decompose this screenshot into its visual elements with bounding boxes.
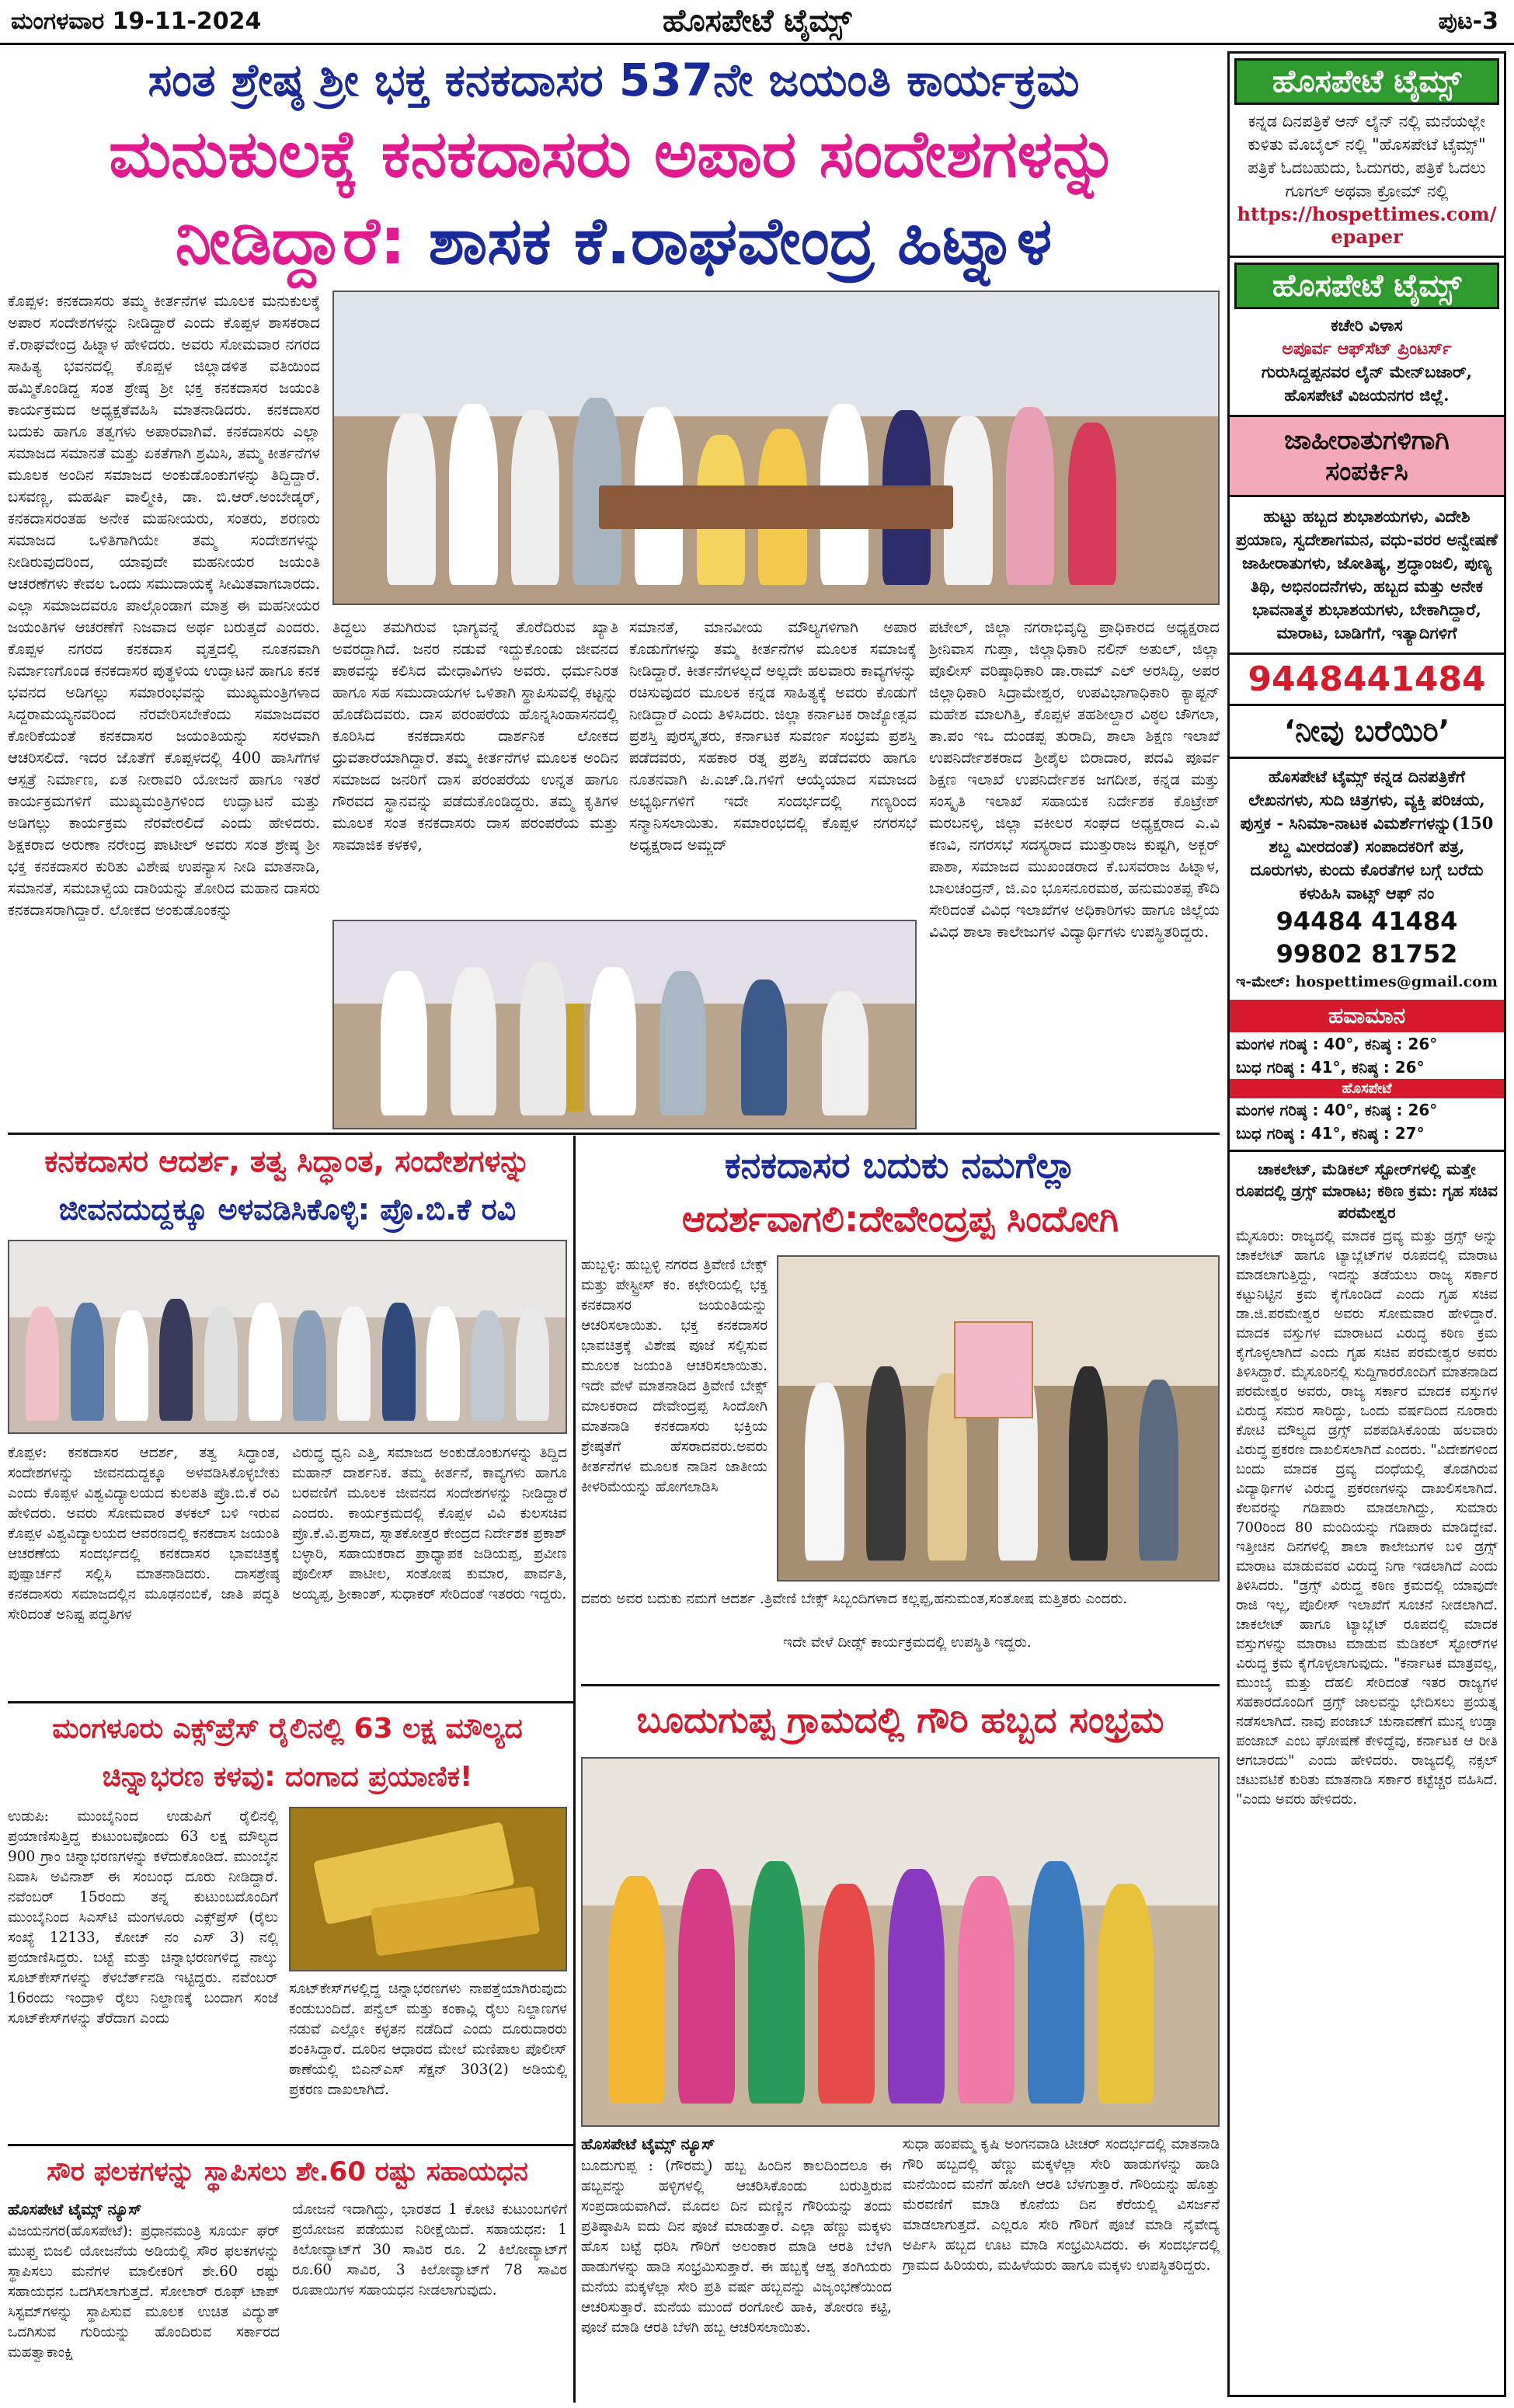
- ads-title-line2: ಸಂಪರ್ಕಿಸಿ: [1325, 456, 1408, 487]
- weather-min: ಕನಿಷ್ಠ : 27°: [1352, 1124, 1425, 1143]
- devendrappa-tail-1: ದವರು ಅವರ ಬದುಕು ನಮಗೆ ಆದರ್ಶ .ತ್ರಿವೇಣಿ ಬೇಕ್ಸ್ ಸಿಬ್ಬಂದಿಗಳಾದ ಕಲ್ಲಪ್ಪ,ಹನುಮಂತ,ಸಂತೋಷ ಮತ್ತಿತರು ಎಂದರು.: [581, 1591, 1128, 1607]
- gold-column-1: ಉಡುಪಿ: ಮುಂಬೈನಿಂದ ಉಡುಪಿಗೆ ರೈಲಿನಲ್ಲಿ ಪ್ರಯಾಣಿಸುತ್ತಿದ್ದ ಕುಟುಂಬವೊಂದು 63 ಲಕ್ಷ ಮೌಲ್ಯದ 900 ಗ್ರಾಂ ಚಿನ್ನಾಭರಣಗಳನ್ನು ಕಳೆದುಕೊಂಡಿದೆ. ಮುಂಬೈನ ನಿವಾಸಿ ಅವಿನಾಶ್ ಈ ಸಂಬಂಧ ದೂರು ನೀಡಿದ್ದಾರೆ. ನವೆಂಬರ್ 15ರಂದು ತನ್ನ ಕುಟುಂಬದೊಂದಿಗೆ ಮುಂಬೈನಿಂದ ಸಿಎಸ್‌ಟಿ ಮಂಗಳೂರು ಎಕ್ಸ್‌ಪ್ರೆಸ್ (ರೈಲು ಸಂಖ್ಯೆ 12133, ಕೋಚ್ ನಂ ಎಸ್ 3) ನಲ್ಲಿ ಪ್ರಯಾಣಿಸಿದ್ದರು. ಬಟ್ಟೆ ಮತ್ತು ಚಿನ್ನಾಭರಣಗಳಿದ್ದ ನಾಲ್ಕು ಸೂಟ್‌ಕೇಸ್‌ಗಳನ್ನು ಕೆಳಬೆರ್ತ್‌ನಡಿ ಇಟ್ಟಿದ್ದರು. ನವೆಂಬರ್ 16ರಂದು ಇಂದ್ರಾಳಿ ರೈಲು ನಿಲ್ದಾಣಕ್ಕೆ ಬಂದಾಗ ಸಂಜೆ ಸೂಟ್‌ಕೇಸ್‌ಗಳನ್ನು ತೆರೆದಾಗ ಎಂದು: [8, 1808, 278, 2027]
- lead-column-2: ತಿದ್ದಲು ತಮಗಿರುವ ಭಾಗ್ಯವನ್ನೆ ತೊರೆದಿರುವ ಖ್ಯಾತಿ ಅವರದ್ದಾಗಿದೆ. ಜನರ ನಡುವೆ ಇದ್ದುಕೊಂಡು ಜೀವನದ ಪಾಠವನ್ನು ಕಲಿಸಿದ ಮೇಧಾವಿಗಳು ಅವರು. ಧರ್ಮನಿರತ ಹಾಗೂ ಸಹ ಸಮುದಾಯಗಳ ಒಳಿತಾಗಿ ಸ್ಥಾಪಿಸುವಲ್ಲಿ ಕಟ್ಟನ್ನು ಹೊಡೆದಿದವರು. ದಾಸ ಪರಂಪರೆಯ ಹೊನ್ನಸಿಂಹಾಸನದಲ್ಲಿ ಕೂರಿಸಿದ ಕನಕದಾಸರು ದಾರ್ಶನಿಕ ಲೋಕದ ಧ್ರುವತಾರೆಯಾಗಿದ್ದಾರೆ. ತಮ್ಮ ಕೀರ್ತನೆಗಳ ಮೂಲಕ ಅಂದಿನ ಸಮಾಜದ ಜನರಿಗೆ ದಾಸ ಪರಂಪರೆಯ ಉನ್ನತ ಹಾಗೂ ಗೌರವದ ಸ್ಥಾನವನ್ನು ಪಡೆದುಕೊಂಡಿದ್ದರು. ತಮ್ಮ ಕೃತಿಗಳ ಮೂಲಕ ಸಂತ ಕನಕದಾಸರು ದಾಸ ಪರಂಪರೆಯ ಮತ್ತು ಸಾಮಾಜಿಕ ಕಳಕಳಿ,: [332, 618, 618, 854]
- weather-max: ಗರಿಷ್ಠ : 41°,: [1266, 1124, 1352, 1143]
- solar-headline: ಸೌರ ಫಲಕಗಳನ್ನು ಸ್ಥಾಪಿಸಲು ಶೇ.60 ರಷ್ಟು ಸಹಾಯಧನ: [47, 2156, 528, 2187]
- weather-subtitle: ಹೊಸಪೇಟೆ: [1230, 1079, 1504, 1098]
- weather-row: [1230, 1098, 1504, 1122]
- ad1-text: ಕನ್ನಡ ದಿನಪತ್ರಿಕೆ ಆನ್ ಲೈನ್ ನಲ್ಲಿ ಮನೆಯಲ್ಲೇ ಕುಳಿತು ಮೊಬೈಲ್ ನಲ್ಲಿ "ಹೊಸಪೇಟೆ ಟೈಮ್ಸ್" ಪತ್ರಿಕೆ ಓದಬಹುದು, ಓದುಗರು, ಪತ್ರಿಕೆ ಓದಲು ಗೂಗಲ್ ಅಥವಾ ಕ್ರೋಮ್ ನಲ್ಲಿ: [1248, 112, 1486, 200]
- weather-day: ಬುಧ: [1236, 1124, 1267, 1143]
- ravi-column-1: ಕೊಪ್ಪಳ: ಕನಕದಾಸರ ಆದರ್ಶ, ತತ್ವ ಸಿದ್ಧಾಂತ, ಸಂದೇಶಗಳನ್ನು ಜೀವನದುದ್ದಕ್ಕೂ ಅಳವಡಿಸಿಕೊಳ್ಳಬೇಕು ಎಂದು ಕೊಪ್ಪಳ ವಿಶ್ವವಿದ್ಯಾಲಯದ ಕುಲಪತಿ ಪ್ರೊ.ಬಿ.ಕೆ ರವಿ ಹೇಳಿದರು. ಅವರು ಸೋಮವಾರ ತಳಕಲ್ ಬಳಿ ಇರುವ ಕೊಪ್ಪಳ ವಿಶ್ವವಿದ್ಯಾಲಯದ ಆವರಣದಲ್ಲಿ ಕನಕದಾಸ ಜಯಂತಿ ಆಚರಣೆಯ ಸಂದರ್ಭದಲ್ಲಿ ಕನಕದಾಸರ ಭಾವಚಿತ್ರಕ್ಕೆ ಪುಷ್ಪಾರ್ಚನೆ ಸಲ್ಲಿಸಿ ಮಾತನಾಡಿದರು. ದಾಸಶ್ರೇಷ್ಠ ಕನಕದಾಸರು ಸಮಾಜದಲ್ಲಿನ ಮೂಢನಂಬಿಕೆ, ಜಾತಿ ಪದ್ಧತಿ ಸೇರಿದಂತೆ ಅನಿಷ್ಟ ಪದ್ಧತಿಗಳ: [8, 1445, 280, 1623]
- rule-above-solar: [8, 2144, 573, 2146]
- weather-max: ಗರಿಷ್ಠ : 41°,: [1266, 1058, 1352, 1077]
- devendrappa-headline-line1: ಕನಕದಾಸರ ಬದುಕು ನಮಗೆಲ್ಲಾ: [724, 1144, 1077, 1186]
- gowri-column-1: ಬೂದುಗುಪ್ಪ : (ಗೌರಮ್ಮ) ಹಬ್ಬ ಹಿಂದಿನ ಕಾಲದಿಂದಲೂ ಈ ಹಬ್ಬವನ್ನು ಹಳ್ಳಿಗಳಲ್ಲಿ ಆಚರಿಸಿಕೊಂಡು ಬರುತ್ತಿರುವ ಸಂಪ್ರದಾಯವಾಗಿದೆ. ಮೊದಲ ದಿನ ಮಣ್ಣಿನ ಗೌರಿಯನ್ನು ತಂದು ಪ್ರತಿಷ್ಠಾಪಿಸಿ ಐದು ದಿನ ಪೂಜೆ ಮಾಡುತ್ತಾರೆ. ಎಲ್ಲಾ ಹೆಣ್ಣು ಮಕ್ಕಳು ಹೊಸ ಬಟ್ಟೆ ಧರಿಸಿ ಗೌರಿಗೆ ಅಲಂಕಾರ ಮಾಡಿ ಆರತಿ ಬೆಳಗಿ ಹಾಡುಗಳನ್ನು ಹಾಡಿ ಸಂಭ್ರಮಿಸುತ್ತಾರೆ. ಈ ಹಬ್ಬಕ್ಕೆ ಆಶ್ವ ತಂಗಿಯರು ಮನೆಯ ಮಕ್ಕಳೆಲ್ಲಾ ಸೇರಿ ಪ್ರತಿ ವರ್ಷ ಹಬ್ಬವನ್ನು ವಿಜೃಂಭಣೆಯಿಂದ ಆಚರಿಸುತ್ತಾರೆ. ಮನೆಯ ಮುಂದೆ ರಂಗೋಲಿ ಹಾಕಿ, ತೋರಣ ಕಟ್ಟಿ, ಪೂಜೆ ಮಾಡಿ ಆರತಿ ಬೆಳಗಿ ಹಬ್ಬ ಆಚರಿಸಲಾಯಿತು.: [581, 2158, 892, 2336]
- ravi-headline-line1: ಕನಕದಾಸರ ಆದರ್ಶ, ತತ್ವ ಸಿದ್ಧಾಂತ, ಸಂದೇಶಗಳನ್ನು: [44, 1144, 531, 1178]
- ad2-title: ಹೊಸಪೇಟೆ ಟೈಮ್ಸ್: [1234, 263, 1499, 309]
- lead-column-3: ಸಮಾನತೆ, ಮಾನವೀಯ ಮೌಲ್ಯಗಳಿಗಾಗಿ ಅಪಾರ ಕೊಡುಗೆಗಳನ್ನು ತಮ್ಮ ಕೀರ್ತನೆಗಳ ಮೂಲಕ ಸಮಾಜಕ್ಕೆ ನೀಡಿದ್ದಾರೆ. ಕೀರ್ತನೆಗಳಲ್ಲದೆ ಅಲ್ಲದೇ ಹಲವಾರು ಕಾವ್ಯಗಳನ್ನು ರಚಿಸುವುದರ ಮೂಲಕ ಕನ್ನಡ ಸಾಹಿತ್ಯಕ್ಕೆ ಅವರು ಕೊಡುಗೆ ನೀಡಿದ್ದಾರೆ ಎಂದು ತಿಳಿಸಿದರು. ಜಿಲ್ಲಾ ಕರ್ನಾಟಕ ರಾಜ್ಯೋತ್ಸವ ಪ್ರಶಸ್ತಿ ಪುರಸ್ಕೃತರು, ಕರ್ನಾಟಕ ಸುವರ್ಣ ಸಂಭ್ರಮ ಪ್ರಶಸ್ತಿ ಪಡೆದವರು, ಸಹಕಾರ ರತ್ನ ಪ್ರಶಸ್ತಿ ಪಡೆದವರು ಹಾಗೂ ನೂತನವಾಗಿ ಪಿ.ಎಚ್.ಡಿ.ಗಳಿಗೆ ಆಯ್ಕೆಯಾದ ಸಮಾಜದ ಅಭ್ಯರ್ಥಿಗಳಿಗೆ ಇದೇ ಸಂದರ್ಭದಲ್ಲಿ ಗಣ್ಯರಿಂದ ಸನ್ಮಾನಿಸಲಾಯಿತು. ಸಮಾರಂಭದಲ್ಲಿ ಕೊಪ್ಪಳ ನಗರಸಭೆ ಅಧ್ಯಕ್ಷರಾದ ಅಮ್ಜದ್: [629, 618, 917, 854]
- ad1-link-epaper[interactable]: epaper: [1331, 225, 1403, 248]
- weather-max: ಗರಿಷ್ಠ : 40°,: [1279, 1101, 1365, 1119]
- phone-1[interactable]: 94484 41484: [1276, 906, 1458, 936]
- lead-headline-line1: ಮನುಕುಲಕ್ಕೆ ಕನಕದಾಸರು ಅಪಾರ ಸಂದೇಶಗಳನ್ನು: [109, 116, 1119, 192]
- vrule-gowri: [573, 1684, 576, 2403]
- gold-headline-line2: ಚಿನ್ನಾಭರಣ ಕಳವು: ದಂಗಾದ ಪ್ರಯಾಣಿಕ!: [102, 1761, 473, 1793]
- ravi-story: [8, 1139, 567, 1698]
- gold-column-2: ಸೂಟ್‌ಕೇಸ್‌ಗಳಲ್ಲಿದ್ದ ಚಿನ್ನಾಭರಣಗಳು ನಾಪತ್ತೆಯಾಗಿರುವುದು ಕಂಡುಬಂದಿದೆ. ಪನ್ವೆಲ್ ಮತ್ತು ಕಂಕಾವ್ಲಿ ರೈಲು ನಿಲ್ದಾಣಗಳ ನಡುವೆ ಎಲ್ಲೋ ಕಳ್ಳತನ ನಡೆದಿದೆ ಎಂದು ದೂರುದಾರರು ಶಂಕಿಸಿದ್ದಾರೆ. ದೂರಿನ ಆಧಾರದ ಮೇಲೆ ಮಣಿಪಾಲ ಪೊಲೀಸ್ ಠಾಣೆಯಲ್ಲಿ ಬಿಎನ್‌ಎಸ್ ಸೆಕ್ಷನ್ 303(2) ಅಡಿಯಲ್ಲಿ ಪ್ರಕರಣ ದಾಖಲಾಗಿದೆ.: [289, 1981, 567, 2098]
- rule-below-lead: [8, 1133, 1220, 1135]
- weather-min: ಕನಿಷ್ಠ : 26°: [1352, 1058, 1425, 1077]
- devendrappa-headline-line2: ಆದರ್ಶವಾಗಲಿ:ದೇವೇಂದ್ರಪ್ಪ ಸಿಂದೋಗಿ: [681, 1198, 1119, 1240]
- weather-row: [1230, 1122, 1504, 1145]
- ad2-line3: ಗುರುಸಿದ್ದಪ್ಪನವರ ಲೈನ್ ಮೇನ್‌ಬಜಾರ್, ಹೊಸಪೇಟೆ ವಿಜಯನಗರ ಜಿಲ್ಲೆ.: [1261, 362, 1473, 405]
- lead-story: [8, 50, 1220, 1129]
- ad2-line1: ಕಚೇರಿ ವಿಳಾಸ: [1331, 315, 1403, 335]
- weather-min: ಕನಿಷ್ಠ : 26°: [1364, 1101, 1438, 1119]
- lead-headline-line2: [8, 197, 1220, 284]
- devendrappa-column-1: ಹುಬ್ಬಳ್ಳಿ: ಹುಬ್ಬಳ್ಳಿ ನಗರದ ತ್ರಿವೇಣಿ ಬೇಕ್ಸ್ ಮತ್ತು ಪೇಸ್ಟ್ರೀಸ್ ಕಂ. ಕಛೇರಿಯಲ್ಲಿ ಭಕ್ತ ಕನಕದಾಸರ ಜಯಂತಿಯನ್ನು ಆಚರಿಸಲಾಯಿತು. ಭಕ್ತ ಕನಕದಾಸರ ಭಾವಚಿತ್ರಕ್ಕೆ ವಿಶೇಷ ಪೂಜೆ ಸಲ್ಲಿಸುವ ಮೂಲಕ ಜಯಂತಿ ಆಚರಿಸಲಾಯಿತು. ಇದೇ ವೇಳೆ ಮಾತನಾಡಿದ ತ್ರಿವೇಣಿ ಬೇಕ್ಸ್ ಮಾಲಕರಾದ ದೇವೇಂದ್ರಪ್ಪ ಸಿಂದೋಗಿ ಮಾತನಾಡಿ ಕನಕದಾಸರು ಭಕ್ತಿಯ ಶ್ರೇಷ್ಠತೆಗೆ ಹೆಸರಾದವರು.ಅವರು ಕೀರ್ತನೆಗಳ ಮೂಲಕ ನಾಡಿನ ಜಾತೀಯ ಕೀಳರಿಮೆಯನ್ನು ಹೋಗಲಾಡಿಸಿ: [581, 1257, 767, 1495]
- ad1-title: ಹೊಸಪೇಟೆ ಟೈಮ್ಸ್: [1234, 58, 1499, 105]
- weather-table-2: [1230, 1098, 1504, 1145]
- paper-name: ಹೊಸಪೇಟೆ ಟೈಮ್ಸ್: [662, 3, 852, 39]
- gowri-byline: ಹೊಸಪೇಟೆ ಟೈಮ್ಸ್ ನ್ಯೂಸ್: [581, 2135, 715, 2153]
- ads-contact-box: [1230, 415, 1504, 497]
- ad1-link[interactable]: https://hospettimes.com/: [1237, 203, 1497, 225]
- lead-headline-part-b: ಶಾಸಕ ಕೆ.ರಾಘವೇಂದ್ರ ಹಿಟ್ನಾಳ: [428, 203, 1053, 279]
- drugs-headline: ಚಾಕಲೇಟ್, ಮೆಡಿಕಲ್ ಸ್ಟೋರ್‌ಗಳಲ್ಲಿ ಮತ್ತೇ ರೂಪದಲ್ಲಿ ಡ್ರಗ್ಸ್ ಮಾರಾಟ; ಕಠಿಣ ಕ್ರಮ: ಗೃಹ ಸಚಿವ ಪರಮೇಶ್ವರ: [1236, 1160, 1498, 1222]
- solar-byline: ಹೊಸಪೇಟೆ ಟೈಮ್ಸ್ ನ್ಯೂಸ್: [8, 2200, 142, 2218]
- gowri-column-2: ಸುಧಾ ಹಂಪಮ್ಮ ಕೃಷಿ ಅಂಗನವಾಡಿ ಟೀಚರ್ ಸಂದರ್ಭದಲ್ಲಿ ಮಾತನಾಡಿ ಗೌರಿ ಹಬ್ಬದಲ್ಲಿ ಹೆಣ್ಣು ಮಕ್ಕಳೆಲ್ಲಾ ಸೇರಿ ಹಾಡುಗಳನ್ನು ಹಾಡಿ ಮನೆಯಿಂದ ಮನೆಗೆ ಹೋಗಿ ಆರತಿ ಬೆಳಗುತ್ತಾರೆ. ಗೌರಿಯನ್ನು ಹೊತ್ತು ಮೆರವಣಿಗೆ ಮಾಡಿ ಕೊನೆಯ ದಿನ ಕೆರೆಯಲ್ಲಿ ವಿಸರ್ಜನೆ ಮಾಡಲಾಗುತ್ತದೆ. ಎಲ್ಲರೂ ಸೇರಿ ಗೌರಿಗೆ ಪೂಜೆ ಮಾಡಿ ನೈವೇದ್ಯ ಅರ್ಪಿಸಿ ಹಬ್ಬದ ಊಟ ಮಾಡಿ ಸಂಭ್ರಮಿಸಿದರು. ಈ ಸಂದರ್ಭದಲ್ಲಿ ಗ್ರಾಮದ ಹಿರಿಯರು, ಮಹಿಳೆಯರು ಹಾಗೂ ಮಕ್ಕಳು ಉಪಸ್ಥಿತರಿದ್ದರು.: [903, 2136, 1220, 2274]
- issue-date: ಮಂಗಳವಾರ 19-11-2024: [11, 8, 262, 35]
- masthead: [0, 0, 1514, 45]
- gowri-story: [581, 1690, 1220, 2405]
- weather-row: [1230, 1032, 1504, 1056]
- vrule-ravi: [573, 1136, 576, 1695]
- weather-title: ಹವಾಮಾನ: [1230, 1000, 1504, 1032]
- weather-row: [1230, 1056, 1504, 1079]
- ravi-photo-group: [8, 1240, 567, 1434]
- rule-above-gowri: [581, 1684, 1220, 1686]
- lamp-stand: [566, 1004, 583, 1111]
- weather-table-1: [1230, 1032, 1504, 1079]
- lead-photo-stage: [332, 291, 1220, 605]
- ad2-line2: ಅಪೂರ್ವ ಆಫ್‌ಸೆಟ್ ಪ್ರಿಂಟರ್ಸ್: [1282, 339, 1452, 359]
- stage-sofa: [599, 485, 952, 529]
- lead-headline-part-a: ನೀಡಿದ್ದಾರೆ:: [175, 203, 406, 279]
- ravi-headline-line2: ಜೀವನದುದ್ದಕ್ಕೂ ಅಳವಡಿಸಿಕೊಳ್ಳಿ: ಪ್ರೊ.ಬಿ.ಕೆ ರವಿ: [58, 1192, 517, 1227]
- devendrappa-story: [581, 1139, 1220, 1682]
- weather-max: ಗರಿಷ್ಠ : 40°,: [1279, 1035, 1365, 1053]
- lead-kicker: ಸಂತ ಶ್ರೇಷ್ಠ ಶ್ರೀ ಭಕ್ತ ಕನಕದಾಸರ 537ನೇ ಜಯಂತಿ ಕಾರ್ಯಕ್ರಮ: [148, 54, 1080, 106]
- lead-photo-lamp-lighting: [332, 920, 917, 1129]
- page-number: ಪುಟ-3: [1438, 8, 1498, 35]
- ads-phone[interactable]: 9448441484: [1230, 652, 1504, 706]
- ads-title-line1: ಜಾಹೀರಾತುಗಳಿಗಾಗಿ: [1284, 425, 1450, 456]
- gold-story: [8, 1706, 567, 2141]
- drugs-body: ಮೈಸೂರು: ರಾಜ್ಯದಲ್ಲಿ ಮಾದಕ ದ್ರವ್ಯ ಮತ್ತು ಡ್ರಗ್ಸ್ ಅನ್ನು ಚಾಕಲೇಟ್ ಹಾಗೂ ಟ್ಯಾಬ್ಲೆಟ್‌ಗಳ ರೂಪದಲ್ಲಿ ಮಾರಾಟ ಮಾಡಲಾಗುತ್ತಿದ್ದು, ಇದನ್ನು ತಡೆಯಲು ರಾಜ್ಯ ಸರ್ಕಾರ ಕಟ್ಟುನಿಟ್ಟಿನ ಕ್ರಮ ಕೈಗೊಂಡಿದೆ ಎಂದು ಗೃಹ ಸಚಿವ ಡಾ.ಜಿ.ಪರಮೇಶ್ವರ ಅವರು ಸೋಮವಾರ ಹೇಳಿದ್ದಾರೆ. ಮಾದಕ ವಸ್ತುಗಳ ಮಾರಾಟದ ವಿರುದ್ಧ ಕಠಿಣ ಕ್ರಮ ಕೈಗೊಳ್ಳಲಾಗಿದೆ ಎಂದು ಗೃಹ ಸಚಿವ ಪರಮೇಶ್ವರ ಅವರು ತಿಳಿಸಿದ್ದಾರೆ. ಮೈಸೂರಿನಲ್ಲಿ ಸುದ್ದಿಗಾರರೊಂದಿಗೆ ಮಾತನಾಡಿದ ಪರಮೇಶ್ವರ ಅವರು, ರಾಜ್ಯ ಸರ್ಕಾರ ಮಾದಕ ವಸ್ತುಗಳ ವಿರುದ್ಧ ಸಮರ ಸಾರಿದ್ದು, ಒಂದು ವರ್ಷದಿಂದ ನೂರಾರು ಕೋಟಿ ಮೌಲ್ಯದ ಡ್ರಗ್ಸ್ ವಶಪಡಿಸಿಕೊಂಡು ಹಲವಾರು ವಿರುದ್ಧ ಪ್ರಕರಣ ದಾಖಲಿಸಲಾಗಿದೆ ಎಂದರು. "ವಿದೇಶಗಳಿಂದ ಬಂದು ಮಾದಕ ದ್ರವ್ಯ ದಂಧೆಯಲ್ಲಿ ತೊಡಗಿರುವ ವಿದ್ಯಾರ್ಥಿಗಳ ವಿರುದ್ಧ ಪ್ರಕರಣಗಳನ್ನು ದಾಖಲಿಸಲಾಗಿದೆ. ಕೆಲವರನ್ನು ಗಡಿಪಾರು ಮಾಡಲಾಗಿದ್ದು, ಸುಮಾರು 700ರಿಂದ 80 ಮಂದಿಯನ್ನು ಗಡಿಪಾರು ಮಾಡಿದ್ದೇವೆ. ಇತ್ತೀಚಿನ ದಿನಗಳಲ್ಲಿ ಶಾಲಾ ಕಾಲೇಜುಗಳ ಬಳಿ ಡ್ರಗ್ಸ್ ಮಾರಾಟ ಮಾಡುವವರ ವಿರುದ್ಧ ನಿಗಾ ಇಡಲಾಗಿದೆ ಎಂದು ತಿಳಿಸಿದರು. "ಡ್ರಗ್ಸ್ ವಿರುದ್ಧ ಕಠಿಣ ಕ್ರಮದಲ್ಲಿ ಯಾವುದೇ ರಾಜಿ ಇಲ್ಲ, ಪೊಲೀಸ್ ಇಲಾಖೆಗೆ ಸೂಚನೆ ನೀಡಲಾಗಿದೆ. ಚಾಕಲೇಟ್ ಹಾಗೂ ಟ್ಯಾಬ್ಲೆಟ್ ರೂಪದಲ್ಲಿ ಮಾದಕ ವಸ್ತುಗಳನ್ನು ಮಾರಾಟ ಮಾಡುವ ಮೆಡಿಕಲ್ ಸ್ಟೋರ್‌ಗಳ ವಿರುದ್ಧ ಕ್ರಮ ಕೈಗೊಳ್ಳಲಾಗುವುದು. "ಕರ್ನಾಟಕ ಮಾತ್ರವಲ್ಲ, ಮುಂಬೈ ಮತ್ತು ದೆಹಲಿ ಸೇರಿದಂತೆ ಇತರ ರಾಜ್ಯಗಳ ಸಹಕಾರದೊಂದಿಗೆ ಡ್ರಗ್ಸ್ ಜಾಲವನ್ನು ಭೇದಿಸಲು ಪ್ರಯತ್ನ ನಡೆಸಲಾಗಿದೆ. ನಾವು ಪಂಜಾಬ್ ಚುನಾವಣೆಗೆ ಮುನ್ನ ಉಡ್ತಾ ಪಂಜಾಬ್ ಎಂಬ ಘೋಷಣೆ ಕೇಳಿದ್ದೆವು, ಕರ್ನಾಟಕ ಆ ರೀತಿ ಆಗಬಾರದು" ಎಂದು ಹೇಳಿದರು. ರಾಜ್ಯದಲ್ಲಿ ನಕ್ಸಲ್ ಚಟುವಟಿಕೆ ಕುರಿತು ಮಾತನಾಡಿ ಸರ್ಕಾರ ಕಟ್ಟೆಚ್ಚರ ವಹಿಸಿದೆ. "ಎಂದು ಅವರು ಹೇಳಿದರು.: [1236, 1228, 1498, 1808]
- lead-column-4: ಪಟೇಲ್, ಜಿಲ್ಲಾ ನಗರಾಭಿವೃದ್ಧಿ ಪ್ರಾಧಿಕಾರದ ಅಧ್ಯಕ್ಷರಾದ ಶ್ರೀನಿವಾಸ ಗುಪ್ತಾ, ಜಿಲ್ಲಾಧಿಕಾರಿ ನಲಿನ್ ಅತುಲ್, ಜಿಲ್ಲಾ ಪೊಲೀಸ್ ವರಿಷ್ಠಾಧಿಕಾರಿ ಡಾ.ರಾಮ್ ಎಲ್ ಅರಸಿದ್ದಿ, ಅಪರ ಜಿಲ್ಲಾಧಿಕಾರಿ ಸಿದ್ರಾಮೇಶ್ವರ, ಉಪವಿಭಾಗಾಧಿಕಾರಿ ಕ್ಯಾಪ್ಟನ್ ಮಹೇಶ ಮಾಲಗಿತ್ತಿ, ಕೊಪ್ಪಳ ತಹಶೀಲ್ದಾರ ವಿಠ್ಠಲ ಚೌಗಲಾ, ತಾ.ಪಂ ಇಒ ದುಂಡಪ್ಪ ತುರಾದಿ, ಶಾಲಾ ಶಿಕ್ಷಣ ಇಲಾಖೆ ಉಪನಿರ್ದೇಶಕರಾದ ಶ್ರೀಶೈಲ ಬಿರಾದಾರ, ಪದವಿ ಪೂರ್ವ ಶಿಕ್ಷಣ ಇಲಾಖೆ ಉಪನಿರ್ದೇಶಕ ಜಗದೀಶ, ಕನ್ನಡ ಮತ್ತು ಸಂಸ್ಕೃತಿ ಇಲಾಖೆ ಸಹಾಯಕ ನಿರ್ದೇಶಕ ಕೊಟ್ರೇಶ್ ಮರಬನಳ್ಳಿ, ಜಿಲ್ಲಾ ವಕೀಲರ ಸಂಘದ ಅಧ್ಯಕ್ಷರಾದ ಎ.ವಿ ಕಣವಿ, ನಗರಸಭೆ ಸದಸ್ಯರಾದ ಮುತ್ತುರಾಜ ಕುಷ್ಟಗಿ, ಅಕ್ಬರ್ ಪಾಶಾ, ಸಮಾಜದ ಮುಖಂಡರಾದ ಕೆ.ಬಸವರಾಜ ಹಿಟ್ನಾಳ, ಬಾಲಚಂದ್ರನ್, ಜಿ.ಎಂ ಭೂಸನೂರಮಠ, ಹನುಮಂತಪ್ಪ ಕೌದಿ ಸೇರಿದಂತೆ ವಿವಿಧ ಇಲಾಖೆಗಳ ಅಧಿಕಾರಿಗಳು ಹಾಗೂ ಜಿಲ್ಲೆಯ ವಿವಿಧ ಶಾಲಾ ಕಾಲೇಜುಗಳ ವಿದ್ಯಾರ್ಥಿಗಳು ಉಪಸ್ಥಿತರಿದ್ದರು.: [929, 618, 1220, 941]
- write-title: ‘ನೀವು ಬರೆಯಿರಿ’: [1230, 706, 1504, 759]
- devendrappa-photo: [777, 1255, 1220, 1582]
- email[interactable]: ಇ-ಮೇಲ್: hospettimes@gmail.com: [1236, 973, 1498, 990]
- portrait-frame: [954, 1321, 1033, 1418]
- write-text: ಹೊಸಪೇಟೆ ಟೈಮ್ಸ್ ಕನ್ನಡ ದಿನಪತ್ರಿಕೆಗೆ ಲೇಖನಗಳು, ಸುದಿ ಚಿತ್ರಗಳು, ವ್ಯಕ್ತಿ ಪರಿಚಯ, ಪುಸ್ತಕ - ಸಿನಿಮಾ-ನಾಟಕ ವಿಮರ್ಶೆಗಳನ್ನು(150 ಶಬ್ದ ಮೀರದಂತೆ) ಸಂಪಾದಕರಿಗೆ ಪತ್ರ, ದೂರುಗಳು, ಕುಂದು ಕೊರತೆಗಳ ಬಗ್ಗೆ ಬರೆದು ಕಳುಹಿಸಿ ವಾಟ್ಸ್ ಆಫ್ ನಂ: [1240, 767, 1494, 903]
- gowri-headline: ಬೂದುಗುಪ್ಪ ಗ್ರಾಮದಲ್ಲಿ ಗೌರಿ ಹಬ್ಬದ ಸಂಭ್ರಮ: [636, 1699, 1164, 1741]
- solar-story: [8, 2149, 567, 2405]
- sidebar: [1227, 51, 1506, 2397]
- phone-2[interactable]: 99802 81752: [1276, 939, 1458, 969]
- gowri-photo: [581, 1757, 1220, 2127]
- rule-above-gold: [8, 1701, 573, 1703]
- gold-headline-line1: ಮಂಗಳೂರು ಎಕ್ಸ್‌ಪ್ರೆಸ್ ರೈಲಿನಲ್ಲಿ 63 ಲಕ್ಷ ಮೌಲ್ಯದ: [52, 1713, 523, 1745]
- weather-min: ಕನಿಷ್ಠ : 26°: [1364, 1035, 1438, 1053]
- devendrappa-tail-2: ಇದೇ ವೇಳೆ ದೀಡ್ಸ್ ಕಾರ್ಯಕ್ರಮದಲ್ಲಿ ಉಪಸ್ಥಿತಿ ಇದ್ದರು.: [783, 1634, 1032, 1651]
- ravi-column-2: ವಿರುದ್ಧ ಧ್ವನಿ ಎತ್ತಿ, ಸಮಾಜದ ಅಂಕುಡೊಂಕುಗಳನ್ನು ತಿದ್ದಿದ ಮಹಾನ್ ದಾರ್ಶನಿಕ. ತಮ್ಮ ಕೀರ್ತನೆ, ಕಾವ್ಯಗಳು ಹಾಗೂ ಬರವಣಿಗೆ ಮೂಲಕ ಜೀವನದ ಸಂದೇಶಗಳನ್ನು ನೀಡಿದ್ದಾರೆ ಎಂದರು. ಕಾರ್ಯಕ್ರಮದಲ್ಲಿ ಕೊಪ್ಪಳ ವಿವಿ ಕುಲಸಚಿವ ಪ್ರೊ.ಕೆ.ವಿ.ಪ್ರಸಾದ, ಸ್ನಾತಕೋತ್ತರ ಕೇಂದ್ರದ ನಿರ್ದೇಶಕ ಪ್ರಕಾಶ್ ಬಳ್ಳಾರಿ, ಸಹಾಯಕರಾದ ಪ್ರಾಧ್ಯಾಪಕ ಜಡಿಯಪ್ಪ, ಪ್ರವೀಣ ಪೊಲೀಸ್ ಪಾಟೀಲ, ಸಂತೋಷ ಕುಮಾರ, ಪಾರ್ವತಿ, ಅಯ್ಯಪ್ಪ, ಶ್ರೀಕಾಂತ್, ಸುಧಾಕರ್ ಸೇರಿದಂತೆ ಇತರರು ಇದ್ದರು.: [292, 1445, 567, 1602]
- weather-day: ಬುಧ: [1236, 1058, 1267, 1077]
- weather-day: ಮಂಗಳ: [1236, 1035, 1280, 1053]
- ads-list: ಹುಟ್ಟು ಹಬ್ಬದ ಶುಭಾಶಯಗಳು, ವಿದೇಶಿ ಪ್ರಯಾಣ, ಸ್ವದೇಶಾಗಮನ, ವಧು-ವರರ ಅನ್ವೇಷಣೆ ಜಾಹೀರಾತುಗಳು, ಜೋತಿಷ್ಯ, ಶ್ರದ್ಧಾಂಜಲಿ, ಪುಣ್ಯ ತಿಥಿ, ಅಭಿನಂದನೆಗಳು, ಹಬ್ಬದ ಮತ್ತು ಅನೇಕ ಭಾವನಾತ್ಮಕ ಶುಭಾಶಯಗಳು, ಬೇಕಾಗಿದ್ದಾರೆ, ಮಾರಾಟ, ಬಾಡಿಗೆಗೆ, ಇತ್ಯಾದಿಗಳಿಗೆ: [1236, 506, 1498, 642]
- gold-photo: [289, 1807, 567, 1971]
- solar-column-2: ಯೋಜನೆ ಇದಾಗಿದ್ದು, ಭಾರತದ 1 ಕೋಟಿ ಕುಟುಂಬಗಳಿಗೆ ಪ್ರಯೋಜನ ಪಡೆಯುವ ನಿರೀಕ್ಷೆಯಿದೆ. ಸಹಾಯಧನ: 1 ಕಿಲೋವ್ಯಾಟ್‌ಗೆ 30 ಸಾವಿರ ರೂ. 2 ಕಿಲೋವ್ಯಾಟ್‌ಗೆ ರೂ.60 ಸಾವಿರ, 3 ಕಿಲೋವ್ಯಾಟ್‌ಗೆ 78 ಸಾವಿರ ರೂಪಾಯಿಗಳ ಸಹಾಯಧನ ನೀಡಲಾಗುವುದು.: [292, 2201, 567, 2298]
- solar-column-1: ವಿಜಯನಗರ(ಹೊಸಪೇಟೆ): ಪ್ರಧಾನಮಂತ್ರಿ ಸೂರ್ಯ ಘರ್ ಮುಫ್ತ ಬಿಜಲಿ ಯೋಜನೆಯ ಅಡಿಯಲ್ಲಿ ಸೌರ ಫಲಕಗಳನ್ನು ಸ್ಥಾಪಿಸಲು ಮನೆಗಳ ಮಾಲೀಕರಿಗೆ ಶೇ.60 ರಷ್ಟು ಸಹಾಯಧನ ಒದಗಿಸಲಾಗುತ್ತದೆ. ಸೋಲಾರ್ ರೂಫ್ ಟಾಪ್ ಸಿಸ್ಟಮ್‌ಗಳನ್ನು ಸ್ಥಾಪಿಸುವ ಮೂಲಕ ಉಚಿತ ವಿದ್ಯುತ್ ಒದಗಿಸುವ ಗುರಿಯನ್ನು ಹೊಂದಿರುವ ಸರ್ಕಾರದ ಮಹತ್ವಾಕಾಂಕ್ಷಿ: [8, 2223, 280, 2361]
- weather-day: ಮಂಗಳ: [1236, 1101, 1280, 1119]
- lead-column-1: ಕೊಪ್ಪಳ: ಕನಕದಾಸರು ತಮ್ಮ ಕೀರ್ತನೆಗಳ ಮೂಲಕ ಮನುಕುಲಕ್ಕೆ ಅಪಾರ ಸಂದೇಶಗಳನ್ನು ನೀಡಿದ್ದಾರೆ ಎಂದು ಕೊಪ್ಪಳ ಶಾಸಕರಾದ ಕೆ.ರಾಘವೇಂದ್ರ ಹಿಟ್ನಾಳ ಹೇಳಿದರು. ಅವರು ಸೋಮವಾರ ನಗರದ ಸಾಹಿತ್ಯ ಭವನದಲ್ಲಿ ಕೊಪ್ಪಳ ಜಿಲ್ಲಾಡಳಿತ ವತಿಯಿಂದ ಹಮ್ಮಿಕೊಂಡಿದ್ದ ಸಂತ ಶ್ರೇಷ್ಠ ಶ್ರೀ ಭಕ್ತ ಕನಕದಾಸರ ಜಯಂತಿ ಕಾರ್ಯಕ್ರಮದ ಅಧ್ಯಕ್ಷತೆವಹಿಸಿ ಮಾತನಾಡಿದರು. ಕನಕದಾಸರ ಬದುಕು ಹಾಗೂ ತತ್ವಗಳು ಅಪಾರವಾಗಿವೆ. ಕನಕದಾಸರು ಎಲ್ಲಾ ಸಮಾಜದ ಸಮಾನತೆ ಮತ್ತು ಏಕತೆಗಾಗಿ ಶ್ರಮಿಸಿ, ತಮ್ಮ ಕೀರ್ತನೆಗಳ ಮೂಲಕ ಅಂದಿನ ಸಮಾಜದ ಅಂಕುಡೊಂಕುಗಳನ್ನು ತಿದ್ದಿದ್ದಾರೆ. ಬಸವಣ್ಣ, ಮಹರ್ಷಿ ವಾಲ್ಮೀಕಿ, ಡಾ. ಬಿ.ಆರ್.ಅಂಬೇಡ್ಕರ್, ಕನಕದಾಸರಂತಹ ಅನೇಕ ಮಹನೀಯರು, ಸಂತರು, ಶರಣರು ಸಮಾಜದ ಒಳಿತಿಗಾಗಿಯೇ ತಮ್ಮ ಸಂದೇಶಗಳನ್ನು ನೀಡಿರುವುದರಿಂದ, ಯಾವುದೇ ಮಹನೀಯರ ಜಯಂತಿ ಆಚರಣೆಗಳು ಕೇವಲ ಒಂದು ಸಮುದಾಯಕ್ಕೆ ಸೀಮಿತವಾಗಬಾರದು. ಎಲ್ಲಾ ಸಮಾಜದವರೂ ಪಾಲ್ಗೊಂಡಾಗ ಮಾತ್ರ ಈ ಮಹನೀಯರ ಜಯಂತಿಗಳ ಆಚರಣೆಗೆ ನಿಜವಾದ ಅರ್ಥ ಬರುತ್ತದೆ ಎಂದರು. ಕೊಪ್ಪಳ ನಗರದ ಕನಕದಾಸ ವೃತ್ತದಲ್ಲಿ ನೂತನವಾಗಿ ನಿರ್ಮಾಣಗೊಂಡ ಕನಕದಾಸರ ಪುತ್ಥಳಿಯ ಉದ್ಘಾಟನೆ ಹಾಗೂ ಕನಕ ಭವನದ ಅಡಿಗಲ್ಲು ಸಮಾರಂಭವನ್ನು ಮುಖ್ಯಮಂತ್ರಿಗಳಾದ ಸಿದ್ದರಾಮಯ್ಯನವರಿಂದ ನೆರವೇರಿಸಬೇಕೆಂದು ಸಮಾಜದವರ ಕೋರಿಕೆಯಂತೆ ಕನಕದಾಸರ ಜಯಂತಿಯನ್ನು ಸರಳವಾಗಿ ಆಚರಿಸಲಿದೆ. ಇದರ ಜೊತೆಗೆ ಕೊಪ್ಪಳದಲ್ಲಿ 400 ಹಾಸಿಗೆಗಳ ಆಸ್ಪತ್ರೆ ನಿರ್ಮಾಣ, ಏತ ನೀರಾವರಿ ಯೋಜನೆ ಹಾಗೂ ಇತರೆ ಕಾರ್ಯಕ್ರಮಗಳಿಗೆ ಮುಖ್ಯಮಂತ್ರಿಗಳಿಂದ ಉದ್ಘಾಟನೆ ಮತ್ತು ಅಡಿಗಲ್ಲು ಕಾರ್ಯಕ್ರಮ ನೆರವೇರಲಿದೆ ಎಂದು ಹೇಳಿದರು. ಶಿಕ್ಷಕರಾದ ಅರುಣಾ ನರೇಂದ್ರ ಪಾಟೀಲ್ ಅವರು ಸಂತ ಶ್ರೇಷ್ಠ ಶ್ರೀ ಭಕ್ತ ಕನಕದಾಸರ ಕುರಿತು ವಿಶೇಷ ಉಪನ್ಯಾಸ ನೀಡಿ ಮಾತನಾಡಿ, ಸಮಾನತೆ, ಸಮಬಾಳ್ವೆಯ ದಾರಿಯನ್ನು ತೋರಿದ ಮಹಾನ ದಾಸರು ಕನಕದಾಸರಾಗಿದ್ದಾರೆ. ಲೋಕದ ಅಂಕುಡೊಂಕನ್ನು: [8, 292, 320, 919]
